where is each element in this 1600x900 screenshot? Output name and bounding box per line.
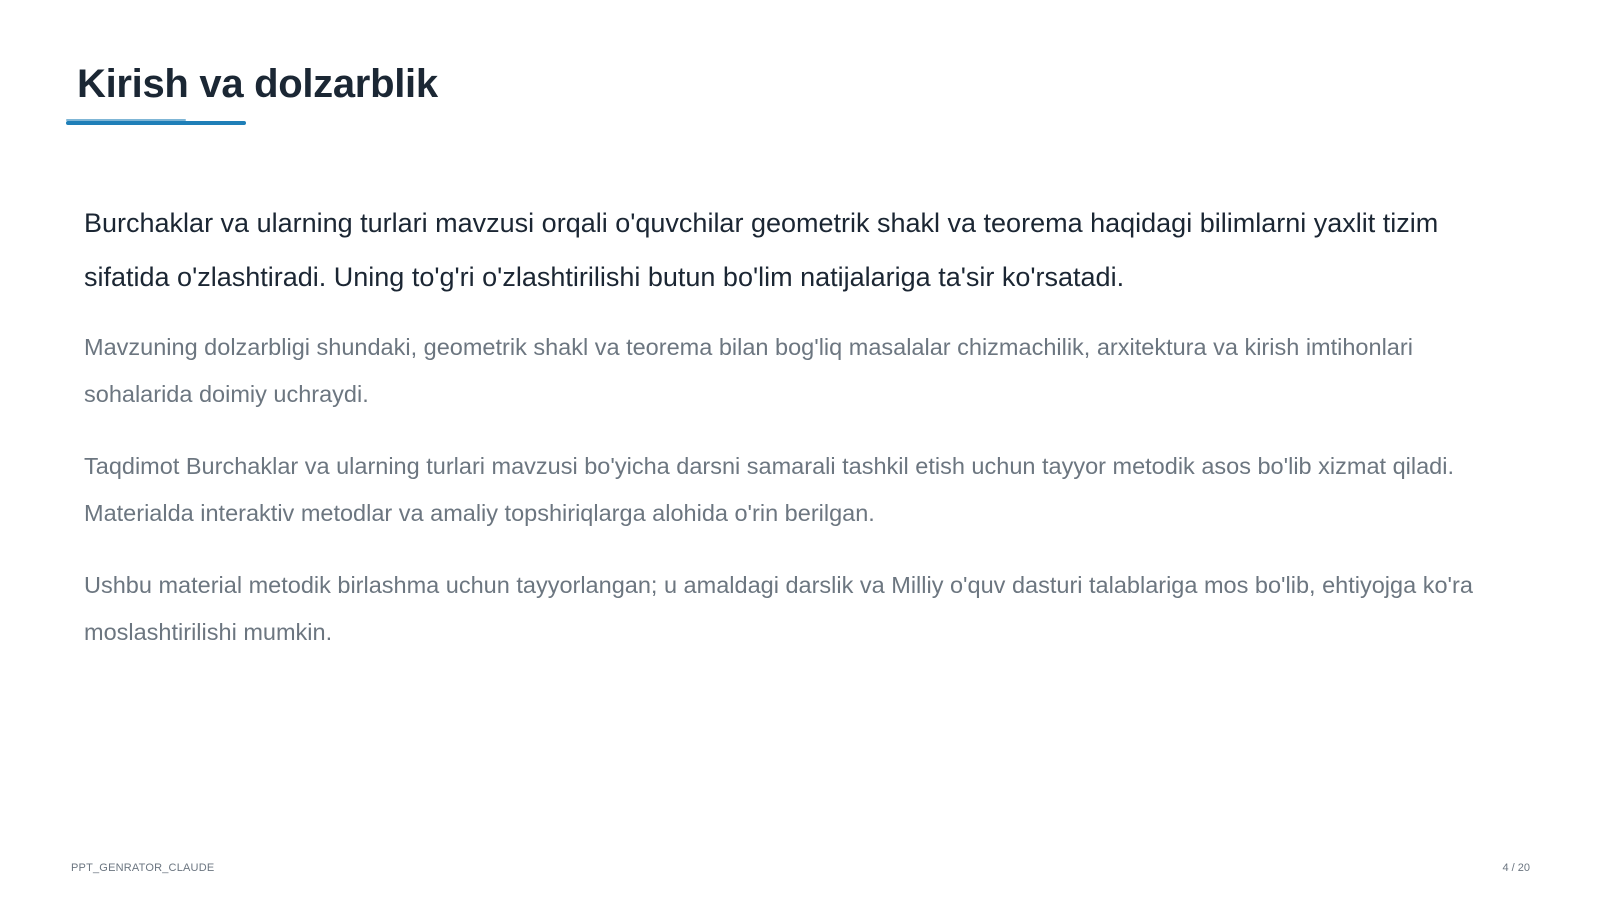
slide-body — [84, 196, 1524, 656]
body-paragraph-3: Ushbu material metodik birlashma uchun tayyorlangan; u amaldagi darslik va Milliy o'quv dasturi talablariga mos bo'lib, ehtiyojga ko'ra moslashtirilishi mumkin. — [84, 572, 1473, 645]
slide-title: Kirish va dolzarblik — [77, 62, 438, 106]
title-underline — [66, 121, 246, 125]
body-paragraph-1: Mavzuning dolzarbligi shundaki, geometrik shakl va teorema bilan bog'liq masalalar chizmachilik, arxitektura va kirish imtihonlari sohalarida doimiy uchraydi. — [84, 334, 1413, 407]
body-paragraph-2: Taqdimot Burchaklar va ularning turlari mavzusi bo'yicha darsni samarali tashkil etish uchun tayyor metodik asos bo'lib xizmat qiladi. Materialda interaktiv metodlar va amaliy topshiriqlarga alohida o'rin berilgan. — [84, 453, 1454, 526]
footer-source-label: PPT_GENRATOR_CLAUDE — [71, 862, 215, 874]
page-number: 4 / 20 — [1502, 862, 1530, 874]
lead-paragraph: Burchaklar va ularning turlari mavzusi orqali o'quvchilar geometrik shakl va teorema haqidagi bilimlarni yaxlit tizim sifatida o'zlashtiradi. Uning to'g'ri o'zlashtirilishi butun bo'lim natijalariga ta'sir ko'rsatadi. — [84, 208, 1439, 292]
